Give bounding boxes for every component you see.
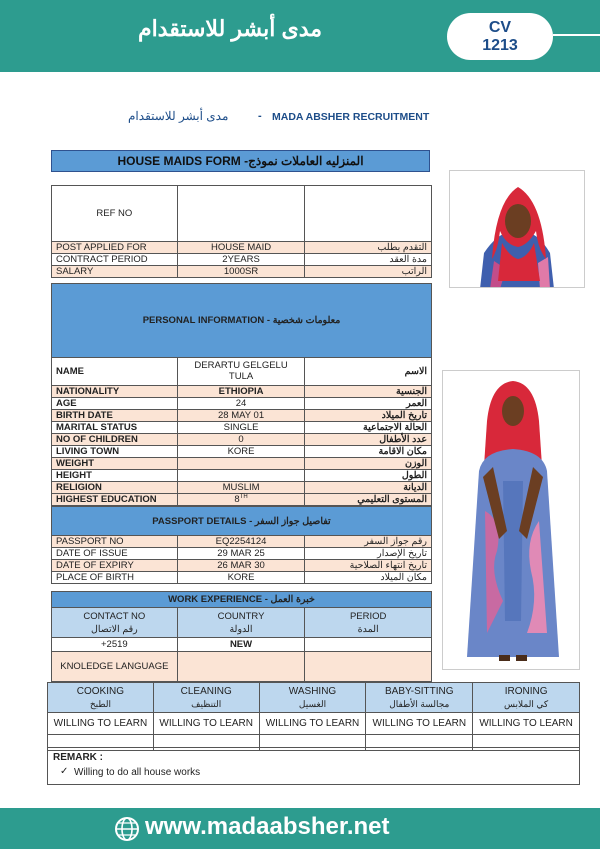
job-value: HOUSE MAID bbox=[177, 242, 305, 254]
personal-value: SINGLE bbox=[177, 421, 305, 433]
personal-value: 24 bbox=[177, 397, 305, 409]
education-suffix: TH bbox=[239, 493, 248, 500]
remark-label: REMARK : bbox=[53, 752, 103, 763]
skill-heading bbox=[366, 683, 473, 713]
work-col-contact bbox=[52, 608, 178, 638]
job-label: CONTRACT PERIOD bbox=[52, 254, 178, 266]
work-country-value: NEW bbox=[177, 638, 305, 652]
table-row bbox=[52, 254, 432, 266]
job-label-ar bbox=[305, 186, 432, 242]
work-col-label: PERIOD bbox=[349, 610, 387, 622]
passport-table bbox=[51, 506, 432, 584]
headshot-illustration bbox=[450, 171, 585, 288]
cv-label: CV bbox=[488, 19, 512, 36]
brand-line bbox=[120, 108, 500, 128]
personal-value: 0 bbox=[177, 433, 305, 445]
brand-dash: - bbox=[258, 110, 262, 122]
table-row bbox=[52, 385, 432, 397]
personal-value bbox=[177, 469, 305, 481]
table-row bbox=[52, 652, 432, 682]
personal-label: WEIGHT bbox=[52, 457, 178, 469]
table-row bbox=[52, 638, 432, 652]
personal-label: NATIONALITY bbox=[52, 385, 178, 397]
personal-value: 28 MAY 01 bbox=[177, 409, 305, 421]
remark-text: Willing to do all house works bbox=[74, 767, 201, 778]
header-divider bbox=[553, 34, 600, 36]
job-value: 1000SR bbox=[177, 266, 305, 278]
language-label: KNOLEDGE LANGUAGE bbox=[52, 652, 178, 682]
passport-value: 26 MAR 30 bbox=[177, 560, 305, 572]
personal-label-ar: الوزن bbox=[305, 457, 432, 469]
skill-heading bbox=[153, 683, 259, 713]
table-row bbox=[52, 284, 432, 358]
skill-heading bbox=[48, 683, 154, 713]
passport-label: PLACE OF BIRTH bbox=[52, 572, 178, 584]
work-experience-heading: WORK EXPERIENCE - خبرة العمل bbox=[52, 592, 432, 608]
passport-label: DATE OF EXPIRY bbox=[52, 560, 178, 572]
personal-label-ar: الجنسية bbox=[305, 385, 432, 397]
passport-heading: PASSPORT DETAILS - تفاصيل جواز السفر bbox=[52, 507, 432, 536]
table-row bbox=[52, 409, 432, 421]
skill-value: WILLING TO LEARN bbox=[48, 713, 154, 735]
work-experience-table bbox=[51, 591, 432, 682]
skill-heading bbox=[473, 683, 580, 713]
job-label-ar: الراتب bbox=[305, 266, 432, 278]
personal-value bbox=[177, 457, 305, 469]
personal-label: MARITAL STATUS bbox=[52, 421, 178, 433]
skill-name: CLEANING bbox=[180, 685, 232, 697]
personal-label-ar: مكان الاقامة bbox=[305, 445, 432, 457]
skill-name: COOKING bbox=[76, 685, 125, 697]
headshot-photo bbox=[449, 170, 585, 288]
skill-value: WILLING TO LEARN bbox=[366, 713, 473, 735]
remark-box bbox=[47, 747, 580, 785]
full-body-photo bbox=[442, 370, 580, 670]
table-row bbox=[52, 608, 432, 638]
passport-label-ar: مكان الميلاد bbox=[305, 572, 432, 584]
personal-label-ar: الحالة الاجتماعية bbox=[305, 421, 432, 433]
skill-name: WASHING bbox=[288, 685, 337, 697]
personal-value: KORE bbox=[177, 445, 305, 457]
table-row bbox=[52, 481, 432, 493]
skill-heading bbox=[259, 683, 366, 713]
personal-info-table bbox=[51, 283, 432, 506]
personal-label-ar: عدد الأطفال bbox=[305, 433, 432, 445]
passport-label-ar: رقم جواز السفر bbox=[305, 536, 432, 548]
job-label: POST APPLIED FOR bbox=[52, 242, 178, 254]
work-col-label-ar: رقم الاتصال bbox=[90, 623, 138, 635]
table-row bbox=[48, 713, 580, 735]
table-row bbox=[52, 357, 432, 385]
skill-value: WILLING TO LEARN bbox=[153, 713, 259, 735]
table-row bbox=[52, 445, 432, 457]
job-label: REF NO bbox=[52, 186, 178, 242]
footer-bar bbox=[0, 808, 600, 849]
skill-name-ar: الطبخ bbox=[89, 698, 111, 709]
table-row bbox=[52, 493, 432, 505]
work-col-label: CONTACT NO bbox=[83, 610, 146, 622]
skill-name: IRONING bbox=[504, 685, 548, 697]
skill-name-ar: كي الملابس bbox=[504, 698, 549, 709]
work-col-label: COUNTRY bbox=[217, 610, 265, 622]
passport-label: PASSPORT NO bbox=[52, 536, 178, 548]
work-col-label-ar: المدة bbox=[357, 623, 379, 635]
personal-label: LIVING TOWN bbox=[52, 445, 178, 457]
personal-label: HEIGHT bbox=[52, 469, 178, 481]
cv-number: 1213 bbox=[482, 37, 518, 54]
personal-value: ETHIOPIA bbox=[177, 385, 305, 397]
passport-value: 29 MAR 25 bbox=[177, 548, 305, 560]
full-body-illustration bbox=[443, 371, 580, 670]
work-col-period bbox=[305, 608, 432, 638]
education-value: 8 bbox=[234, 494, 240, 505]
job-value bbox=[177, 186, 305, 242]
personal-value bbox=[177, 493, 305, 505]
table-row bbox=[52, 433, 432, 445]
brand-arabic: مدى أبشر للاستقدام bbox=[128, 109, 229, 123]
personal-info-heading: PERSONAL INFORMATION - معلومات شخصية bbox=[52, 284, 432, 358]
table-row bbox=[52, 457, 432, 469]
personal-label-ar: العمر bbox=[305, 397, 432, 409]
skill-name-ar: مجالسة الأطفال bbox=[389, 698, 450, 709]
skills-table bbox=[47, 682, 580, 751]
globe-icon bbox=[114, 816, 140, 842]
table-row bbox=[52, 592, 432, 608]
language-period bbox=[305, 652, 432, 682]
brand-english: MADA ABSHER RECRUITMENT bbox=[272, 111, 430, 123]
skill-name-ar: الغسيل bbox=[298, 698, 327, 709]
skill-name: BABY-SITTING bbox=[385, 685, 454, 697]
job-table bbox=[51, 185, 432, 278]
personal-label: HIGHEST EDUCATION bbox=[52, 493, 178, 505]
job-label-ar: التقدم بطلب bbox=[305, 242, 432, 254]
personal-value: DERARTU GELGELU TULA bbox=[177, 357, 305, 385]
personal-label: BIRTH DATE bbox=[52, 409, 178, 421]
table-row bbox=[52, 572, 432, 584]
form-title: HOUSE MAIDS FORM -المنزليه العاملات نموذج bbox=[51, 150, 430, 172]
passport-label-ar: تاريخ انتهاء الصلاحية bbox=[305, 560, 432, 572]
passport-label-ar: تاريخ الإصدار bbox=[305, 548, 432, 560]
personal-label-ar: المستوى التعليمي bbox=[305, 493, 432, 505]
website-link[interactable]: www.madaabsher.net bbox=[145, 813, 390, 840]
personal-label-ar: تاريخ الميلاد bbox=[305, 409, 432, 421]
skill-name-ar: التنظيف bbox=[191, 698, 222, 709]
header-bar bbox=[0, 0, 600, 72]
table-row bbox=[52, 507, 432, 536]
personal-label: RELIGION bbox=[52, 481, 178, 493]
table-row bbox=[52, 548, 432, 560]
table-row bbox=[52, 186, 432, 242]
remark-item bbox=[60, 766, 201, 778]
cv-badge bbox=[447, 13, 553, 60]
checkmark-icon: ✓ bbox=[60, 766, 69, 777]
personal-label-ar: الاسم bbox=[305, 357, 432, 385]
table-row bbox=[52, 242, 432, 254]
table-row bbox=[48, 683, 580, 713]
table-row bbox=[52, 266, 432, 278]
skill-value: WILLING TO LEARN bbox=[473, 713, 580, 735]
work-contact-value: +2519 bbox=[52, 638, 178, 652]
passport-value: KORE bbox=[177, 572, 305, 584]
language-country bbox=[177, 652, 305, 682]
table-row bbox=[52, 469, 432, 481]
table-row bbox=[52, 560, 432, 572]
personal-label: NAME bbox=[52, 357, 178, 385]
skill-value: WILLING TO LEARN bbox=[259, 713, 366, 735]
work-col-label-ar: الدولة bbox=[229, 623, 253, 635]
table-row bbox=[52, 421, 432, 433]
personal-label: NO OF CHILDREN bbox=[52, 433, 178, 445]
passport-value: EQ2254124 bbox=[177, 536, 305, 548]
passport-label: DATE OF ISSUE bbox=[52, 548, 178, 560]
job-label-ar: مدة العقد bbox=[305, 254, 432, 266]
table-row bbox=[52, 536, 432, 548]
table-row bbox=[52, 397, 432, 409]
job-label: SALARY bbox=[52, 266, 178, 278]
job-value: 2YEARS bbox=[177, 254, 305, 266]
work-period-value bbox=[305, 638, 432, 652]
personal-label: AGE bbox=[52, 397, 178, 409]
personal-value: MUSLIM bbox=[177, 481, 305, 493]
header-title: مدى أبشر للاستقدام bbox=[137, 16, 323, 41]
personal-label-ar: الديانة bbox=[305, 481, 432, 493]
personal-label-ar: الطول bbox=[305, 469, 432, 481]
work-col-country bbox=[177, 608, 305, 638]
